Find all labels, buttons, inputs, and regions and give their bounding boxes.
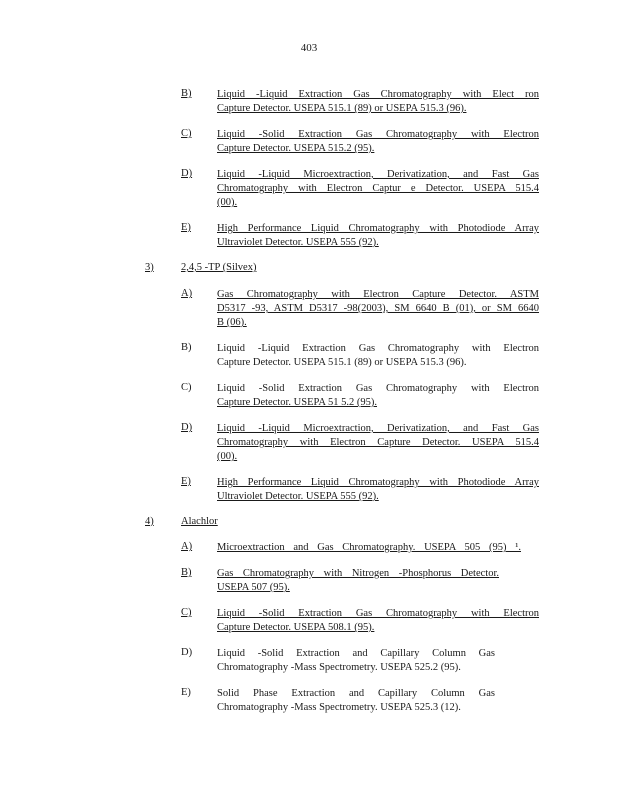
item-line: USEPA 507 (95). <box>217 582 290 593</box>
item-text <box>217 288 539 330</box>
item-text <box>217 567 499 595</box>
item-text <box>217 128 539 156</box>
section-number: 4) <box>145 516 154 527</box>
item-line: (00). <box>217 197 238 208</box>
item-line: Liquid -Solid Extraction Gas Chromatography with Electron <box>217 383 539 394</box>
section-number: 3) <box>145 262 154 273</box>
item-line: Capture Detector. USEPA 515.1 (89) or USEPA 515.3 (96). <box>217 103 467 114</box>
item-line: High Performance Liquid Chromatography with Photodiode Array <box>217 223 539 234</box>
item-letter: C) <box>181 607 192 618</box>
section-title: 2,4,5 -TP (Silvex) <box>181 262 257 273</box>
item-line: Liquid -Liquid Microextraction, Derivatization, and Fast Gas <box>217 169 539 180</box>
item-letter: E) <box>181 687 191 698</box>
item-line: Chromatography -Mass Spectrometry. USEPA 525.2 (95). <box>217 662 461 673</box>
item-letter: D) <box>181 422 193 433</box>
item-text <box>217 541 539 555</box>
item-line: Liquid -Liquid Microextraction, Derivatization, and Fast Gas <box>217 423 539 434</box>
item-line: Gas Chromatography with Electron Capture Detector. ASTM <box>217 289 539 300</box>
item-text <box>217 342 539 370</box>
item-text <box>217 647 495 675</box>
item-line: D5317 -93, ASTM D5317 -98(2003), SM 6640 B (01), or SM 6640 <box>217 303 539 314</box>
item-line: Liquid -Solid Extraction Gas Chromatography with Electron <box>217 129 539 140</box>
item-line: Microextraction and Gas Chromatography. USEPA 505 (95) ¹. <box>217 542 521 553</box>
item-line: Capture Detector. USEPA 515.1 (89) or USEPA 515.3 (96). <box>217 357 467 368</box>
item-letter: B) <box>181 342 192 353</box>
item-line: Ultraviolet Detector. USEPA 555 (92). <box>217 237 379 248</box>
item-letter: D) <box>181 647 193 658</box>
item-line: Liquid -Liquid Extraction Gas Chromatography with Elect ron <box>217 89 539 100</box>
item-line: Solid Phase Extraction and Capillary Column Gas <box>217 688 495 699</box>
item-line: Liquid -Solid Extraction Gas Chromatography with Electron <box>217 608 539 619</box>
item-letter: E) <box>181 476 191 487</box>
item-letter: B) <box>181 567 192 578</box>
item-line: Chromatography with Electron Captur e Detector. USEPA 515.4 <box>217 183 539 194</box>
item-line: Chromatography with Electron Capture Detector. USEPA 515.4 <box>217 437 539 448</box>
item-line: Liquid -Liquid Extraction Gas Chromatography with Electron <box>217 343 539 354</box>
item-line: Chromatography -Mass Spectrometry. USEPA 525.3 (12). <box>217 702 461 713</box>
item-letter: E) <box>181 222 191 233</box>
item-line: (00). <box>217 451 238 462</box>
item-line: Ultraviolet Detector. USEPA 555 (92). <box>217 491 379 502</box>
section-title: Alachlor <box>181 516 218 527</box>
item-text <box>217 687 495 715</box>
page-number: 403 <box>300 42 318 54</box>
item-text <box>217 607 539 635</box>
item-line: Gas Chromatography with Nitrogen -Phosphorus Detector. <box>217 568 499 579</box>
item-text <box>217 422 539 464</box>
item-text <box>217 476 539 504</box>
item-letter: D) <box>181 168 193 179</box>
item-letter: A) <box>181 541 193 552</box>
item-text <box>217 88 539 116</box>
item-text <box>217 168 539 210</box>
item-text <box>217 222 539 250</box>
item-line: Capture Detector. USEPA 51 5.2 (95). <box>217 397 378 408</box>
item-line: High Performance Liquid Chromatography with Photodiode Array <box>217 477 539 488</box>
item-text <box>217 382 539 410</box>
item-line: B (06). <box>217 317 247 328</box>
item-letter: C) <box>181 382 192 393</box>
item-line: Liquid -Solid Extraction and Capillary Column Gas <box>217 648 495 659</box>
item-line: Capture Detector. USEPA 508.1 (95). <box>217 622 375 633</box>
item-letter: C) <box>181 128 192 139</box>
item-letter: A) <box>181 288 193 299</box>
item-line: Capture Detector. USEPA 515.2 (95). <box>217 143 375 154</box>
item-letter: B) <box>181 88 192 99</box>
